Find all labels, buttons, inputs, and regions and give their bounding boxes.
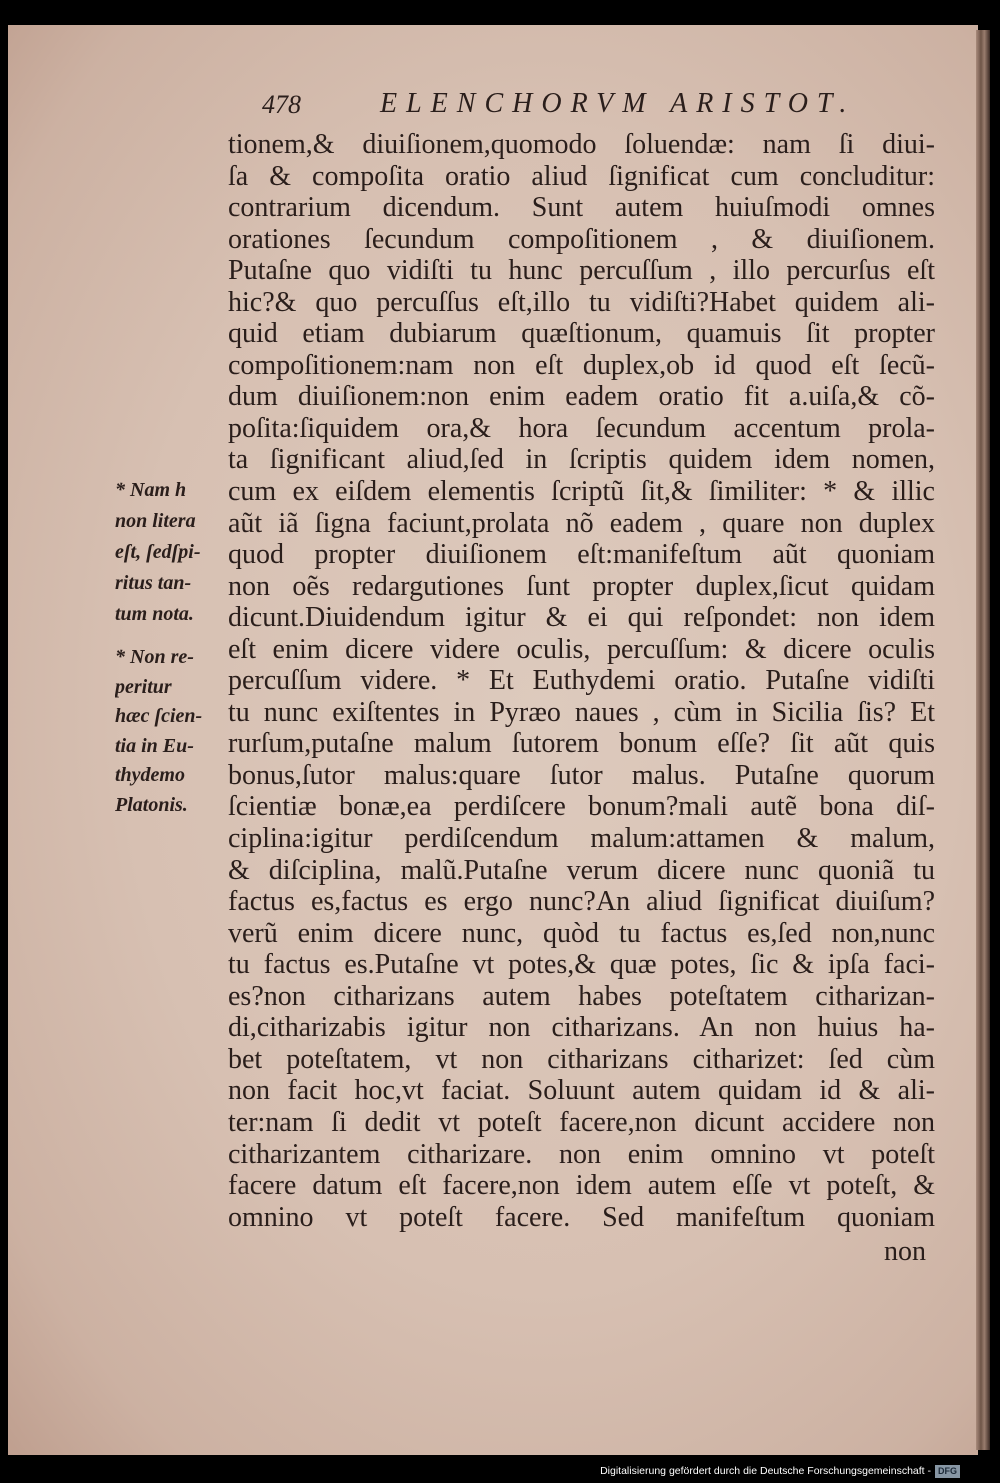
text-line: di,citharizabis igitur non citharizans. An non huius ha- (228, 1012, 935, 1044)
marginal-note-line: eſt, ſedſpi- (115, 541, 201, 563)
text-line: ſcientiæ bonæ,ea perdiſcere bonum?mali autẽ bona diſ- (228, 791, 935, 823)
text-line: poſita:ſiquidem ora,& hora ſecundum accentum prola- (228, 412, 935, 444)
text-line: ciplina:igitur perdiſcendum malum:attamen & malum, (228, 823, 935, 855)
text-line: verũ enim dicere nunc, quòd tu factus es,ſed non,nunc (228, 917, 935, 949)
running-title: ELENCHORVM ARISTOT. (380, 88, 856, 119)
page-edge (976, 30, 990, 1450)
marginal-note-line: peritur (115, 675, 172, 698)
text-line: contrarium dicendum. Sunt autem huiuſmodi omnes (228, 192, 935, 224)
text-line: dicunt.Diuidendum igitur & ei qui reſpondet: non idem (228, 602, 935, 634)
text-line: compoſitionem:nam non eſt duplex,ob id quod eſt ſecũ- (228, 349, 935, 381)
marginal-note-1 (115, 475, 223, 630)
text-line: ta ſignificant aliud,ſed in ſcriptis quidem idem nomen, (228, 444, 935, 476)
footer-text: Digitalisierung gefördert durch die Deutsche Forschungsgemeinschaft - (600, 1465, 931, 1477)
text-line: Putaſne quo vidiſti tu hunc percuſſum , illo percurſus eſt (228, 255, 935, 287)
text-line: orationes ſecundum compoſitionem , & diuiſionem. (228, 223, 935, 255)
text-line: & diſciplina, malũ.Putaſne verum dicere nunc quoniã tu (228, 854, 935, 886)
text-line: ſa & compoſita oratio aliud ſignificat cum concluditur: (228, 160, 935, 192)
text-line: dum diuiſionem:non enim eadem oratio fit a.uiſa,& cõ- (228, 381, 935, 413)
catchword: non (884, 1236, 926, 1267)
text-line: eſt enim dicere videre oculis, percuſſum: & dicere oculis (228, 633, 935, 665)
text-line: ter:nam ſi dedit vt poteſt facere,non dicunt accidere non (228, 1106, 935, 1138)
text-line: bet poteſtatem, vt non citharizans citharizet: ſed cùm (228, 1043, 935, 1075)
marginal-note-line: hæc ſcien- (115, 705, 203, 728)
text-line: hic?& quo percuſſus eſt,illo tu vidiſti?Habet quidem ali- (228, 286, 935, 318)
text-line: cum ex eiſdem elementis ſcriptũ ſit,& ſimiliter: * & illic (228, 476, 935, 508)
text-line: non facit hoc,vt faciat. Soluunt autem quidam id & ali- (228, 1075, 935, 1107)
text-line: bonus,ſutor malus:quare ſutor malus. Putaſne quorum (228, 759, 935, 791)
marginal-note-line: tia in Eu- (115, 734, 194, 757)
text-line: quid etiam dubiarum quæſtionum, quamuis ſit propter (228, 318, 935, 350)
text-line: es?non citharizans autem habes poteſtatem citharizan- (228, 980, 935, 1012)
text-line: tu factus es.Putaſne vt potes,& quæ potes, ſic & ipſa faci- (228, 949, 935, 981)
text-line: percuſſum videre. * Et Euthydemi oratio. Putaſne vidiſti (228, 665, 935, 697)
page-number: 478 (262, 90, 301, 119)
text-line: omnino vt poteſt facere. Sed manifeſtum quoniam (228, 1201, 935, 1233)
dfg-logo: DFG (935, 1465, 960, 1478)
footer-credit (600, 1463, 960, 1479)
text-line: rurſum,putaſne malum ſutorem bonum eſſe? ſit aũt quis (228, 728, 935, 760)
marginal-note-line: thydemo (115, 764, 185, 787)
text-block (228, 129, 935, 1233)
text-line: tionem,& diuiſionem,quomodo ſoluendæ: nam ſi diui- (228, 129, 935, 160)
text-line: non oẽs redargutiones ſunt propter duplex,ſicut quidam (228, 570, 935, 602)
marginal-note-line: * Non re- (115, 646, 194, 668)
marginal-note-line: non litera (115, 510, 196, 532)
marginal-note-line: * Nam h (115, 479, 187, 501)
text-line: aũt iã ſigna faciunt,prolata nõ eadem , quare non duplex (228, 507, 935, 539)
text-line: quod propter diuiſionem eſt:manifeſtum aũt quoniam (228, 539, 935, 571)
marginal-note-line: tum nota. (115, 603, 194, 625)
marginal-note-line: ritus tan- (115, 572, 192, 594)
marginal-note-2 (115, 643, 223, 821)
text-line: citharizantem citharizare. non enim omnino vt poteſt (228, 1138, 935, 1170)
text-line: tu nunc exiſtentes in Pyræo naues , cùm in Sicilia ſis? Et (228, 696, 935, 728)
text-line: factus es,factus es ergo nunc?An aliud ſignificat diuiſum? (228, 886, 935, 918)
marginal-note-line: Platonis. (115, 793, 188, 816)
text-line: facere datum eſt facere,non idem autem eſſe vt poteſt, & (228, 1170, 935, 1202)
